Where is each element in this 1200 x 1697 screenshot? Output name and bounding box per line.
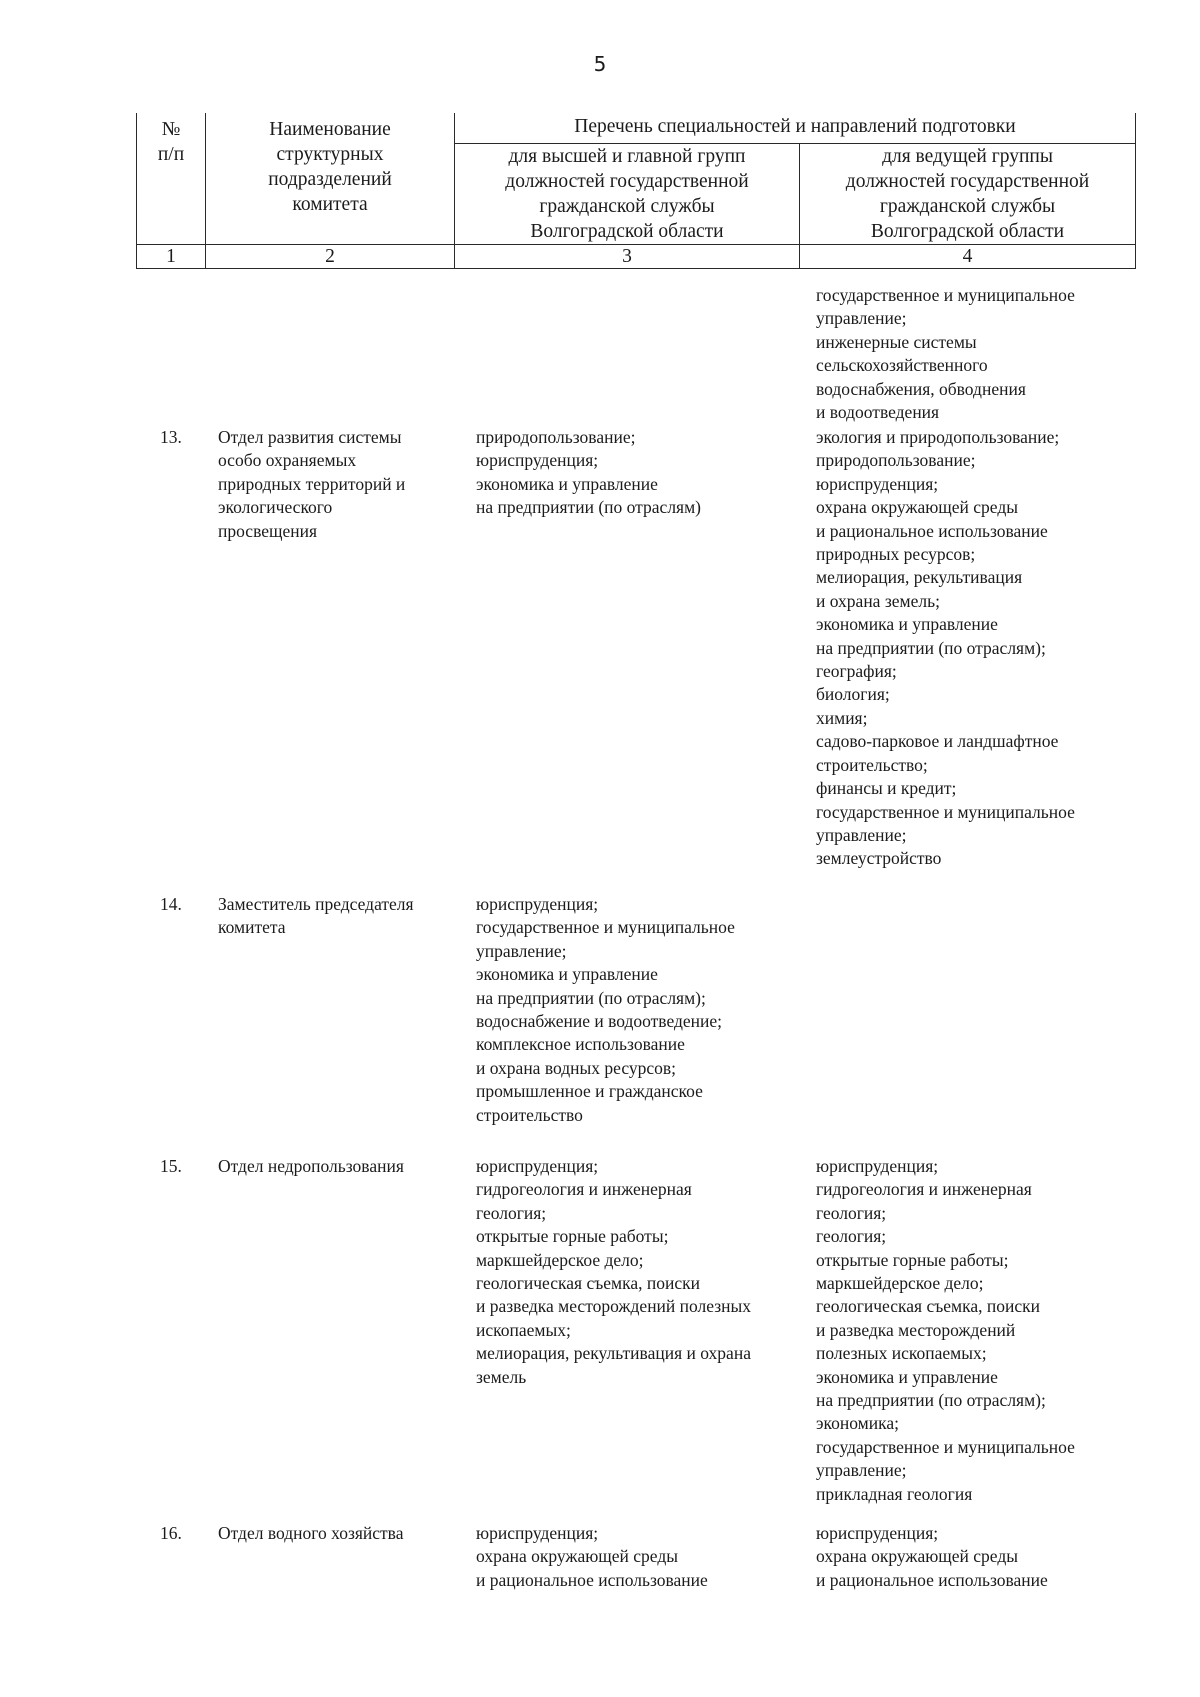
- table-row: [136, 1155, 1136, 1522]
- column-number-2: 2: [206, 245, 455, 269]
- header-group-title: Перечень специальностей и направлений подготовки: [455, 113, 1136, 144]
- row-senior-specialties: юриспруденция; государственное и муниципальное управление; экономика и управление на предприятии (по отраслям); водоснабжение и водоотведение; комплексное использование и охрана водных ресурсов; промышленное и гражданское строительство: [476, 894, 735, 1125]
- table-header: [136, 113, 1136, 269]
- column-number-3: 3: [455, 245, 800, 269]
- row-number: 13.: [160, 427, 182, 447]
- row-number: 14.: [160, 894, 182, 914]
- table-row: [136, 1522, 1136, 1602]
- column-number-4: 4: [800, 245, 1136, 269]
- row-senior-specialties: юриспруденция; охрана окружающей среды и рациональное использование: [476, 1523, 708, 1590]
- row-number: 15.: [160, 1156, 182, 1176]
- row-department-name: Отдел водного хозяйства: [218, 1523, 404, 1543]
- row-senior-specialties: природопользование; юриспруденция; экономика и управление на предприятии (по отраслям): [476, 427, 702, 518]
- row-senior-specialties: юриспруденция; гидрогеология и инженерная геология; открытые горные работы; маркшейдерское дело; геологическая съемка, поиски и разведка месторождений полезных ископаемых; мелиорация, рекультивация и охрана земель: [476, 1156, 752, 1387]
- row-number: 16.: [160, 1523, 182, 1543]
- header-senior-group-column: для высшей и главной групп должностей государственной гражданской службы Волгоградской области: [455, 144, 800, 245]
- row-leading-specialties: юриспруденция; охрана окружающей среды и рациональное использование: [816, 1523, 1048, 1590]
- row-leading-specialties: экология и природопользование; природопользование; юриспруденция; охрана окружающей среды и рациональное использование природных ресурсов; мелиорация, рекультивация и охрана земель; экономика и управление на предприятии (по отраслям); география; биология; химия; садово-парковое и ландшафтное строительство; финансы и кредит; государственное и муниципальное управление; землеустройство: [816, 427, 1075, 869]
- header-number-column: № п/п: [137, 113, 206, 245]
- row-leading-specialties: юриспруденция; гидрогеология и инженерная геология; геология; открытые горные работы; маркшейдерское дело; геологическая съемка, поиски и разведка месторождений полезных ископаемых; экономика и управление на предприятии (по отраслям); экономика; государственное и муниципальное управление; прикладная геология: [816, 1156, 1075, 1504]
- column-number-1: 1: [137, 245, 206, 269]
- row-department-name: Отдел недропользования: [218, 1156, 404, 1176]
- row-leading-specialties: государственное и муниципальное управление; инженерные системы сельскохозяйственного водоснабжения, обводнения и водоотведения: [816, 285, 1075, 423]
- row-department-name: Заместитель председателя комитета: [218, 894, 414, 938]
- page-number: 5: [593, 52, 607, 76]
- header-name-column: Наименование структурных подразделений комитета: [206, 113, 455, 245]
- table-row: [136, 893, 1136, 1155]
- table-row: [136, 285, 1136, 426]
- header-leading-group-column: для ведущей группы должностей государственной гражданской службы Волгоградской области: [800, 144, 1136, 245]
- table-body: [136, 285, 1136, 1602]
- row-department-name: Отдел развития системы особо охраняемых природных территорий и экологического просвещения: [218, 427, 406, 541]
- table-row: [136, 426, 1136, 893]
